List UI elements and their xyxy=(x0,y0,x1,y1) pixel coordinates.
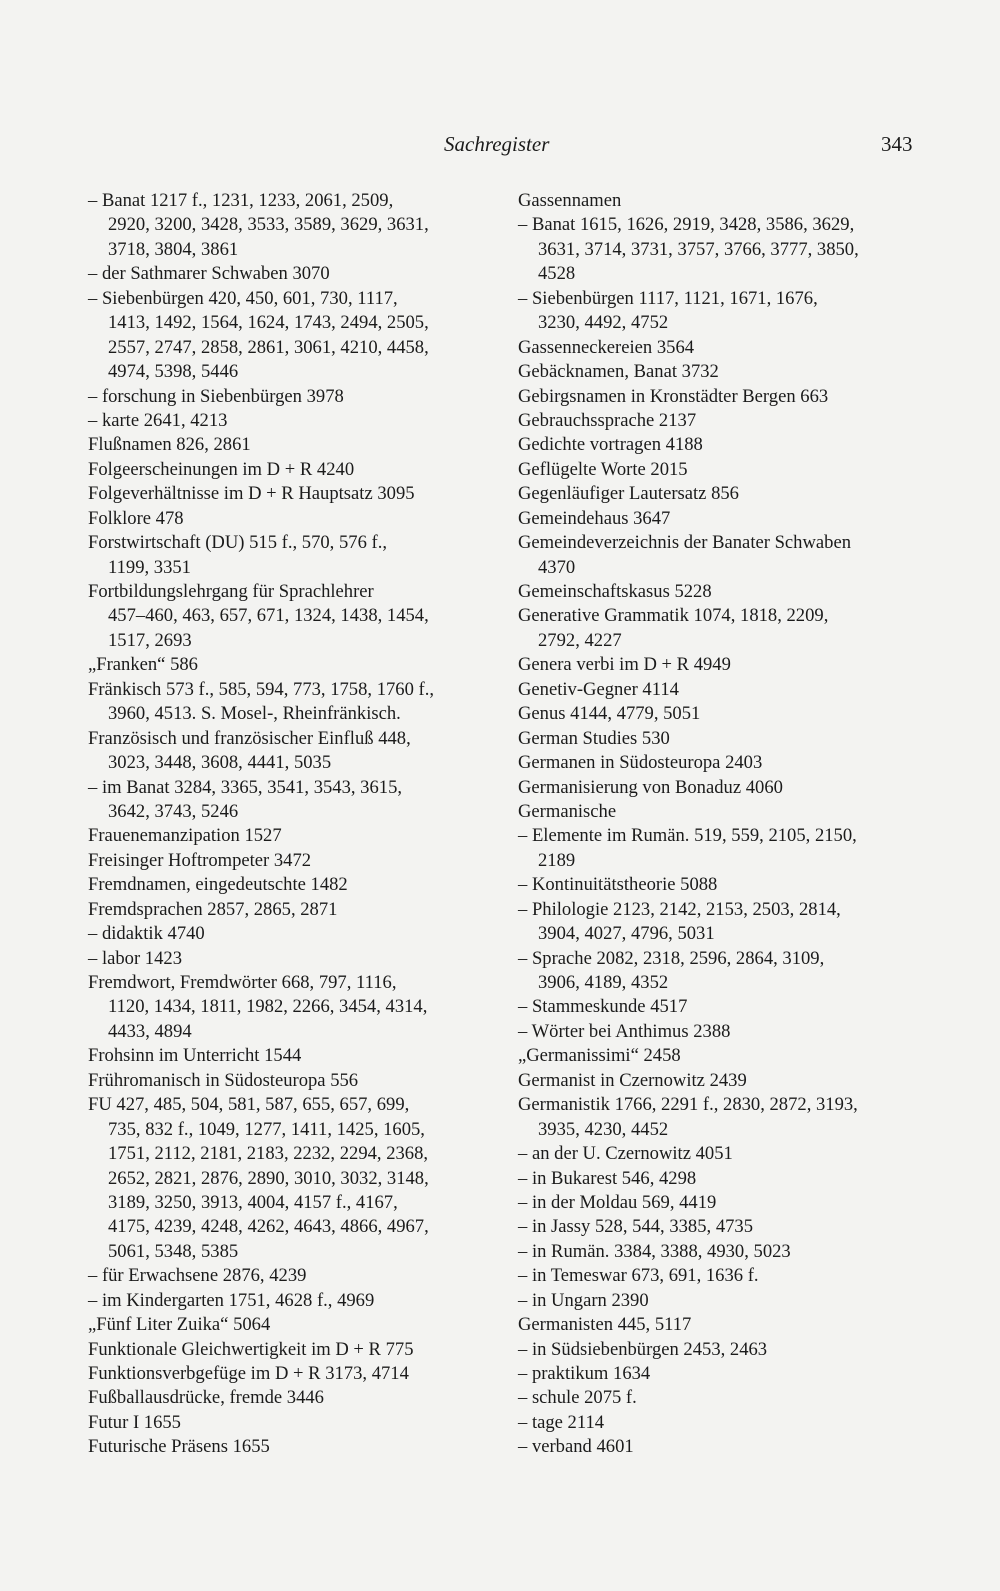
index-entry-continuation: 2792, 4227 xyxy=(538,629,622,651)
index-entry-continuation: 2189 xyxy=(538,849,576,871)
index-entry: Fremdwort, Fremdwörter 668, 797, 1116, xyxy=(88,972,397,993)
index-entry: – in Jassy 528, 544, 3385, 4735 xyxy=(518,1216,754,1238)
index-entry: Funktionale Gleichwertigkeit im D + R 775 xyxy=(88,1338,414,1360)
index-entry: – an der U. Czernowitz 4051 xyxy=(518,1143,733,1165)
index-entry: Französisch und französischer Einfluß 448, xyxy=(88,727,411,749)
index-entry-continuation: 4528 xyxy=(538,263,576,285)
index-entry: Gemeindeverzeichnis der Banater Schwaben xyxy=(518,532,851,554)
index-column-left xyxy=(88,189,506,1460)
index-entry: – für Erwachsene 2876, 4239 xyxy=(88,1265,307,1287)
index-entry-continuation: 2920, 3200, 3428, 3533, 3589, 3629, 3631, xyxy=(108,214,429,236)
index-entry: Futur I 1655 xyxy=(88,1411,181,1433)
index-entry-continuation: 2652, 2821, 2876, 2890, 3010, 3032, 3148, xyxy=(108,1167,429,1189)
index-entry: Germanisten 445, 5117 xyxy=(518,1314,692,1336)
index-entry: Germanen in Südosteuropa 2403 xyxy=(518,752,763,774)
index-entry: Genus 4144, 4779, 5051 xyxy=(518,703,701,725)
index-entry-continuation: 3230, 4492, 4752 xyxy=(538,312,669,334)
page-number: 343 xyxy=(881,132,913,156)
index-entry: Frohsinn im Unterricht 1544 xyxy=(88,1045,302,1067)
index-entry: – im Banat 3284, 3365, 3541, 3543, 3615, xyxy=(88,776,403,798)
index-entry: Germanistik 1766, 2291 f., 2830, 2872, 3193, xyxy=(518,1094,858,1116)
index-entry: – Wörter bei Anthimus 2388 xyxy=(518,1020,731,1042)
index-entry: Fremdnamen, eingedeutschte 1482 xyxy=(88,874,348,896)
index-entry-continuation: 4974, 5398, 5446 xyxy=(108,361,239,383)
index-entry: – didaktik 4740 xyxy=(88,923,205,945)
index-entry: Folgeerscheinungen im D + R 4240 xyxy=(88,458,355,480)
index-entry-continuation: 457–460, 463, 657, 671, 1324, 1438, 1454, xyxy=(108,605,429,627)
index-entry: Genetiv-Gegner 4114 xyxy=(518,678,679,700)
index-entry: Gemeindehaus 3647 xyxy=(518,507,671,529)
index-entry: – in Südsiebenbürgen 2453, 2463 xyxy=(518,1338,768,1360)
index-entry: – verband 4601 xyxy=(518,1436,634,1458)
index-entry: – labor 1423 xyxy=(88,947,182,969)
index-entry: Germanist in Czernowitz 2439 xyxy=(518,1069,747,1091)
index-entry: Fußballausdrücke, fremde 3446 xyxy=(88,1387,324,1409)
index-entry: Generative Grammatik 1074, 1818, 2209, xyxy=(518,605,829,627)
index-entry-continuation: 3642, 3743, 5246 xyxy=(108,800,239,822)
index-entry: Germanisierung von Bonaduz 4060 xyxy=(518,776,783,798)
index-entry: Futurische Präsens 1655 xyxy=(88,1436,270,1458)
index-entry-continuation: 4433, 4894 xyxy=(108,1020,192,1042)
index-entry-continuation: 3906, 4189, 4352 xyxy=(538,972,669,993)
index-entry: Folgeverhältnisse im D + R Hauptsatz 3095 xyxy=(88,483,415,505)
index-entry-continuation: 3960, 4513. S. Mosel-, Rheinfränkisch. xyxy=(108,703,401,725)
index-entry: – Philologie 2123, 2142, 2153, 2503, 2814, xyxy=(518,898,841,920)
index-entry-continuation: 1751, 2112, 2181, 2183, 2232, 2294, 2368, xyxy=(108,1143,429,1165)
index-entry: FU 427, 485, 504, 581, 587, 655, 657, 699, xyxy=(88,1094,410,1116)
index-entry-continuation: 3189, 3250, 3913, 4004, 4157 f., 4167, xyxy=(108,1191,398,1213)
index-entry-continuation: 3904, 4027, 4796, 5031 xyxy=(538,923,715,945)
index-entry: – im Kindergarten 1751, 4628 f., 4969 xyxy=(88,1289,375,1311)
index-entry: Gebirgsnamen in Kronstädter Bergen 663 xyxy=(518,385,829,407)
index-entry: – in Rumän. 3384, 3388, 4930, 5023 xyxy=(518,1240,791,1262)
index-entry: – Siebenbürgen 1117, 1121, 1671, 1676, xyxy=(518,287,818,309)
index-entry-continuation: 1120, 1434, 1811, 1982, 2266, 3454, 4314, xyxy=(108,996,428,1018)
index-entry: Gassennamen xyxy=(518,190,622,211)
index-entry: Fremdsprachen 2857, 2865, 2871 xyxy=(88,898,338,920)
index-entry: – praktikum 1634 xyxy=(518,1363,651,1384)
index-entry-continuation: 5061, 5348, 5385 xyxy=(108,1240,239,1262)
index-entry-continuation: 4175, 4239, 4248, 4262, 4643, 4866, 4967, xyxy=(108,1216,429,1238)
index-entry: – der Sathmarer Schwaben 3070 xyxy=(88,263,330,285)
index-entry: Forstwirtschaft (DU) 515 f., 570, 576 f., xyxy=(88,532,388,554)
index-entry: Gassenneckereien 3564 xyxy=(518,336,695,358)
index-entry: Geflügelte Worte 2015 xyxy=(518,458,688,480)
index-entry: „Franken“ 586 xyxy=(88,654,198,676)
index-column-right xyxy=(518,189,938,1460)
index-entry-continuation: 1517, 2693 xyxy=(108,629,192,651)
index-entry: – in Ungarn 2390 xyxy=(518,1289,649,1311)
index-entry: – schule 2075 f. xyxy=(518,1387,637,1409)
index-entry: – Banat 1615, 1626, 2919, 3428, 3586, 3629, xyxy=(518,214,855,236)
index-entry-continuation: 735, 832 f., 1049, 1277, 1411, 1425, 1605, xyxy=(108,1118,425,1140)
index-entry: Gebäcknamen, Banat 3732 xyxy=(518,361,719,383)
index-entry: – in Bukarest 546, 4298 xyxy=(518,1167,697,1189)
index-entry: Fortbildungslehrgang für Sprachlehrer xyxy=(88,581,374,602)
index-entry: – forschung in Siebenbürgen 3978 xyxy=(88,385,344,407)
index-entry-continuation: 3935, 4230, 4452 xyxy=(538,1118,669,1140)
index-entry: Gemeinschaftskasus 5228 xyxy=(518,581,712,602)
index-entry: Genera verbi im D + R 4949 xyxy=(518,654,731,676)
index-entry: Germanische xyxy=(518,800,617,822)
index-entry-continuation: 2557, 2747, 2858, 2861, 3061, 4210, 4458, xyxy=(108,336,429,358)
index-entry: German Studies 530 xyxy=(518,727,670,749)
index-entry: Fränkisch 573 f., 585, 594, 773, 1758, 1760 f., xyxy=(88,678,435,700)
index-entry-continuation: 3718, 3804, 3861 xyxy=(108,238,239,260)
index-entry-continuation: 1199, 3351 xyxy=(108,556,191,578)
index-entry: Gebrauchssprache 2137 xyxy=(518,409,697,431)
index-entry-continuation: 4370 xyxy=(538,556,576,578)
index-entry: „Germanissimi“ 2458 xyxy=(518,1045,681,1067)
index-entry: Frühromanisch in Südosteuropa 556 xyxy=(88,1069,359,1091)
index-entry: Freisinger Hoftrompeter 3472 xyxy=(88,849,312,871)
index-entry: – Siebenbürgen 420, 450, 601, 730, 1117, xyxy=(88,287,398,309)
index-entry: Folklore 478 xyxy=(88,507,184,529)
index-entry: Gedichte vortragen 4188 xyxy=(518,434,703,456)
index-entry-continuation: 1413, 1492, 1564, 1624, 1743, 2494, 2505, xyxy=(108,312,429,334)
index-entry: Flußnamen 826, 2861 xyxy=(88,434,251,456)
index-entry: – karte 2641, 4213 xyxy=(88,409,228,431)
index-entry: Gegenläufiger Lautersatz 856 xyxy=(518,483,739,505)
index-entry: – in Temeswar 673, 691, 1636 f. xyxy=(518,1265,759,1287)
index-entry: Frauenemanzipation 1527 xyxy=(88,825,282,847)
index-entry: – Stammeskunde 4517 xyxy=(518,996,688,1018)
index-entry: – Elemente im Rumän. 519, 559, 2105, 2150, xyxy=(518,825,857,847)
index-entry: – Banat 1217 f., 1231, 1233, 2061, 2509, xyxy=(88,190,394,211)
index-entry: – Kontinuitätstheorie 5088 xyxy=(518,874,718,896)
index-entry-continuation: 3023, 3448, 3608, 4441, 5035 xyxy=(108,752,332,774)
index-entry: „Fünf Liter Zuika“ 5064 xyxy=(88,1314,271,1336)
index-entry: Funktionsverbgefüge im D + R 3173, 4714 xyxy=(88,1363,409,1384)
running-title: Sachregister xyxy=(444,132,550,156)
index-entry-continuation: 3631, 3714, 3731, 3757, 3766, 3777, 3850, xyxy=(538,238,859,260)
index-entry: – tage 2114 xyxy=(518,1411,605,1433)
index-entry: – in der Moldau 569, 4419 xyxy=(518,1191,717,1213)
index-entry: – Sprache 2082, 2318, 2596, 2864, 3109, xyxy=(518,947,825,969)
